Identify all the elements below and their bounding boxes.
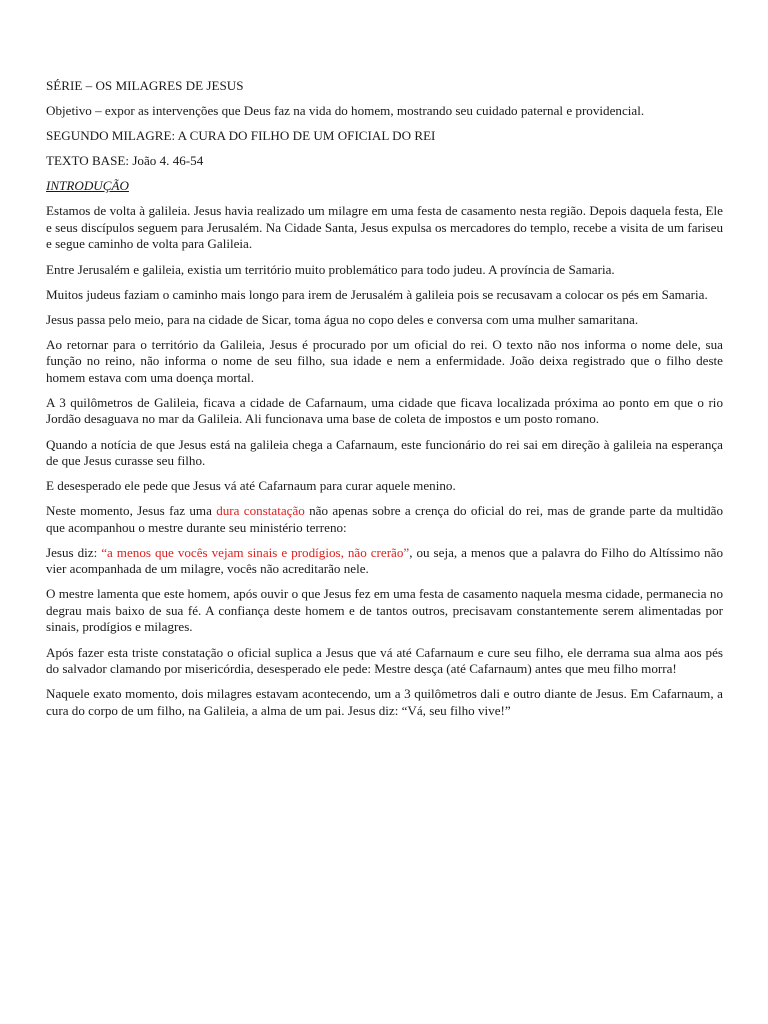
body-paragraph: Quando a notícia de que Jesus está na galileia chega a Cafarnaum, este funcionário do rei sai em direção à galileia na esperança de que Jesus curasse seu filho. xyxy=(46,436,723,469)
text-segment: não apenas sobre a crença do oficial do rei, mas de grande parte da multidão que acompanhou o mestre durante seu ministério terreno: xyxy=(46,503,724,535)
body-paragraph: Após fazer esta triste constatação o oficial suplica a Jesus que vá até Cafarnaum e cure seu filho, ele derrama sua alma aos pés do salvador clamando por misericórdia, desesperado ele pede: Mestre desça (até Cafarnaum) antes que meu filho morra! xyxy=(46,644,723,676)
body-paragraph: A 3 quilômetros de Galileia, ficava a cidade de Cafarnaum, uma cidade que ficava localizada próxima ao ponto em que o rio Jordão desaguava no mar da Galileia. Ali funcionava uma base de coleta de impostos e um posto romano. xyxy=(46,394,723,427)
text-segment: Jesus diz: xyxy=(46,544,102,560)
body-paragraph: Muitos judeus faziam o caminho mais longo para irem de Jerusalém à galileia pois se recusavam a colocar os pés em Samaria. xyxy=(46,286,708,302)
intro-heading-text: INTRODUÇÃO xyxy=(46,178,129,194)
body-paragraph: Naquele exato momento, dois milagres estavam acontecendo, um a 3 quilômetros dali e outro diante de Jesus. Em Cafarnaum, a cura do corpo de um filho, na Galileia, a alma de um pai. Jesus diz: “Vá, seu filho vive!” xyxy=(46,686,723,718)
body-paragraph-dura-constatacao xyxy=(46,503,723,536)
body-paragraph-jesus-quote xyxy=(46,545,723,578)
miracle-title: SEGUNDO MILAGRE: A CURA DO FILHO DE UM OFICIAL DO REI xyxy=(46,128,436,144)
base-text-reference: João 4. 46-54 xyxy=(129,153,204,169)
highlighted-phrase: dura constatação xyxy=(216,503,305,519)
body-paragraph: E desesperado ele pede que Jesus vá até Cafarnaum para curar aquele menino. xyxy=(46,478,456,494)
text-segment: , ou seja, a menos que a palavra do Filho do Altíssimo não vier acompanhada de um milagre, vocês não acreditarão nele. xyxy=(46,544,724,577)
body-paragraph: Jesus passa pelo meio, para na cidade de Sicar, toma água no copo deles e conversa com uma mulher samaritana. xyxy=(46,311,639,327)
base-text-line xyxy=(46,153,723,170)
base-text-label: TEXTO BASE: xyxy=(46,153,130,169)
text-segment: Neste momento, Jesus faz uma xyxy=(46,503,217,519)
highlighted-quote: “a menos que vocês vejam sinais e prodígios, não crerão” xyxy=(101,544,410,560)
series-title: SÉRIE – OS MILAGRES DE JESUS xyxy=(46,78,244,93)
intro-heading xyxy=(46,178,723,195)
objective-paragraph: Objetivo – expor as intervenções que Deus faz na vida do homem, mostrando seu cuidado paternal e providencial. xyxy=(46,103,645,119)
body-paragraph: Entre Jerusalém e galileia, existia um território muito problemático para todo judeu. A província de Samaria. xyxy=(46,261,615,277)
body-paragraph: Estamos de volta à galileia. Jesus havia realizado um milagre em uma festa de casamento nesta região. Depois daquela festa, Ele e seus discípulos seguem para Jerusalém. Na Cidade Santa, Jesus expulsa os mercadores do templo, recebe a visita de um fariseu e segue caminho de volta para Galileia. xyxy=(46,203,723,252)
body-paragraph: Ao retornar para o território da Galileia, Jesus é procurado por um oficial do rei. O texto não nos informa o nome dele, sua função no reino, não informa o nome de seu filho, sua idade e nem a enfermidade. João deixa registrado que o filho deste homem estava com uma doença mortal. xyxy=(46,336,723,385)
document-page xyxy=(46,78,723,728)
body-paragraph: O mestre lamenta que este homem, após ouvir o que Jesus fez em uma festa de casamento naquela mesma cidade, permanecia no degrau mais baixo de sua fé. A confiança deste homem e de tantos outros, precisavam constantemente serem alimentadas por sinais, prodígios e milagres. xyxy=(46,586,723,635)
